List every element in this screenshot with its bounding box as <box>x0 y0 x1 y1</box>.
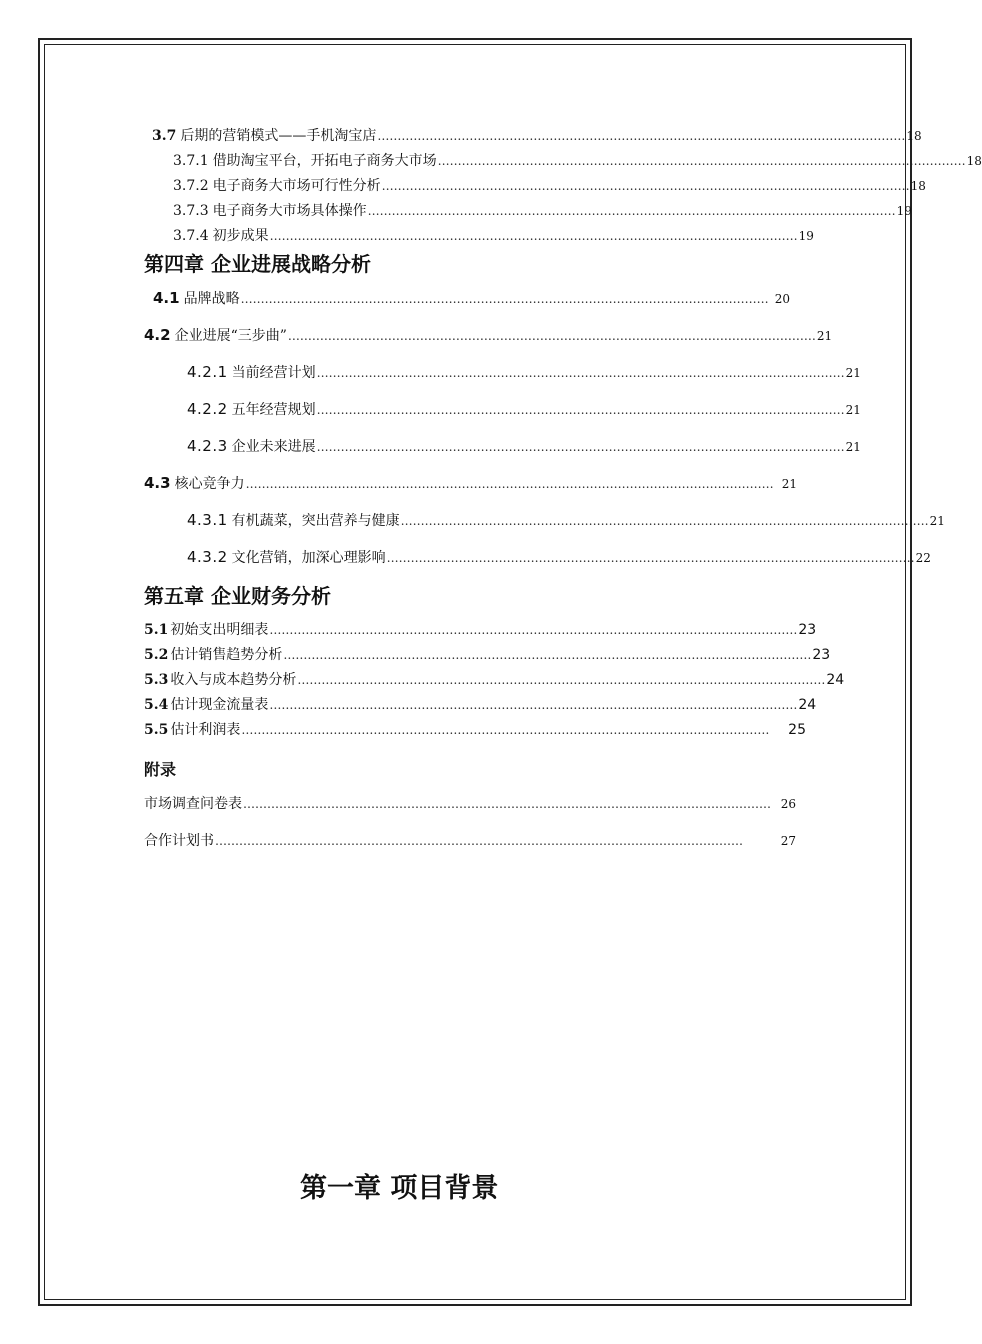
toc-label: 估计现金流量表 <box>170 697 269 713</box>
toc-leader: …………………………………………………………………………………………………………………… <box>269 698 798 712</box>
toc-leader: …………………………………………………………………………………………………………………… <box>400 514 929 528</box>
toc-number: 3.7 <box>152 128 177 144</box>
toc-leader: …………………………………………………………………………………………………………………… <box>316 440 845 454</box>
toc-entry-3-7-4[interactable] <box>173 227 814 245</box>
toc-page-number: 21 <box>845 366 861 380</box>
toc-leader: …………………………………………………………………………………………………………………… <box>316 366 845 380</box>
toc-label: 企业进展“三步曲” <box>174 328 287 344</box>
toc-number: 5.1 <box>144 622 169 638</box>
toc-page-number: 27 <box>780 834 796 848</box>
toc-entry-3-7-3[interactable] <box>173 202 912 220</box>
toc-label: 电子商务大市场具体操作 <box>212 203 367 219</box>
toc-label: 合作计划书 <box>144 833 214 849</box>
toc-appendix-heading[interactable]: 附录 <box>144 760 177 779</box>
toc-entry-4-2-3[interactable] <box>187 437 861 456</box>
toc-number: 5.2 <box>144 647 169 663</box>
toc-entry-3-7[interactable] <box>152 127 922 145</box>
toc-entry-5-1[interactable] <box>144 621 817 639</box>
toc-label: 核心竞争力 <box>174 476 245 492</box>
toc-entry-4-1[interactable] <box>153 289 790 308</box>
toc-leader: …………………………………………………………………………………………………………………… <box>437 154 966 168</box>
toc-page-number: 23 <box>798 622 817 638</box>
toc-entry-5-4[interactable] <box>144 696 817 714</box>
toc-number: 4.3 <box>144 474 171 492</box>
toc-page-number: 24 <box>798 697 817 713</box>
toc-number: 4.2 <box>144 326 171 344</box>
toc-page-number: 19 <box>896 204 912 218</box>
toc-leader: …………………………………………………………………………………………………………………… <box>283 648 812 662</box>
toc-page-number: 24 <box>826 672 845 688</box>
toc-number: 4.3.1 <box>187 511 228 529</box>
toc-label: 当前经营计划 <box>231 365 316 381</box>
toc-leader: …………………………………………………………………………………………………………………… <box>215 834 743 848</box>
toc-page-number: 21 <box>845 440 861 454</box>
toc-number: 5.3 <box>144 672 169 688</box>
toc-number: 3.7.2 <box>173 178 209 194</box>
toc-label: 估计利润表 <box>170 722 241 738</box>
toc-entry-4-3[interactable] <box>144 474 797 493</box>
toc-leader: …………………………………………………………………………………………………………………… <box>241 723 770 737</box>
chapter-1-title: 第一章 项目背景 <box>300 1173 499 1204</box>
toc-leader: …………………………………………………………………………………………………………………… <box>269 229 798 243</box>
toc-entry-4-2-2[interactable] <box>187 400 861 419</box>
toc-label: 初步成果 <box>212 228 269 244</box>
toc-leader: …………………………………………………………………………………………………………………… <box>381 179 910 193</box>
toc-entry-5-2[interactable] <box>144 646 831 664</box>
toc-leader: …………………………………………………………………………………………………………………… <box>269 623 798 637</box>
toc-number: 4.2.3 <box>187 437 228 455</box>
toc-label: 收入与成本趋势分析 <box>170 672 297 688</box>
toc-number: 5.5 <box>144 722 169 738</box>
toc-label: 电子商务大市场可行性分析 <box>212 178 381 194</box>
toc-number: 3.7.4 <box>173 228 209 244</box>
toc-entry-4-2[interactable] <box>144 326 833 345</box>
toc-page-number: 19 <box>798 229 814 243</box>
toc-leader: …………………………………………………………………………………………………………………… <box>297 673 826 687</box>
toc-page-number: 20 <box>774 292 790 306</box>
toc-page-number: 18 <box>910 179 926 193</box>
toc-page-number: 21 <box>929 514 945 528</box>
toc-label: 品牌战略 <box>183 291 240 307</box>
toc-page-number: 18 <box>906 129 922 143</box>
toc-leader: …………………………………………………………………………………………………………………… <box>386 551 915 565</box>
toc-page-number: 21 <box>781 477 797 491</box>
toc-label: 估计销售趋势分析 <box>170 647 283 663</box>
toc-entry-4-3-2[interactable] <box>187 548 931 567</box>
toc-label: 有机蔬菜，突出营养与健康 <box>231 513 400 529</box>
toc-entry-appendix-1[interactable] <box>144 795 796 813</box>
toc-page-number: 18 <box>966 154 982 168</box>
toc-number: 4.3.2 <box>187 548 228 566</box>
toc-label: 文化营销，加深心理影响 <box>231 550 386 566</box>
toc-entry-5-3[interactable] <box>144 671 845 689</box>
toc-page-number: 22 <box>915 551 931 565</box>
toc-leader: …………………………………………………………………………………………………………………… <box>245 477 774 491</box>
toc-number: 4.2.2 <box>187 400 228 418</box>
toc-leader: …………………………………………………………………………………………………………………… <box>243 797 771 811</box>
toc-entry-4-3-1[interactable] <box>187 511 945 530</box>
toc-chapter-5-heading[interactable]: 第五章 企业财务分析 <box>144 584 331 608</box>
toc-number: 5.4 <box>144 697 169 713</box>
toc-label: 企业未来进展 <box>231 439 316 455</box>
toc-entry-4-2-1[interactable] <box>187 363 861 382</box>
toc-label: 后期的营销模式——手机淘宝店 <box>180 128 377 144</box>
toc-number: 3.7.3 <box>173 203 209 219</box>
toc-page-number: 21 <box>816 329 833 343</box>
toc-page-number: 23 <box>812 647 831 663</box>
toc-entry-3-7-1[interactable] <box>173 152 982 170</box>
toc-label: 五年经营规划 <box>231 402 316 418</box>
toc-leader: …………………………………………………………………………………………………………………… <box>316 403 845 417</box>
toc-entry-3-7-2[interactable] <box>173 177 926 195</box>
toc-number: 4.1 <box>153 289 180 307</box>
toc-entry-appendix-2[interactable] <box>144 832 796 850</box>
toc-page-number: 21 <box>845 403 861 417</box>
toc-leader: …………………………………………………………………………………………………………………… <box>240 292 769 306</box>
toc-number: 3.7.1 <box>173 153 209 169</box>
toc-leader: …………………………………………………………………………………………………………………… <box>287 329 816 343</box>
toc-chapter-4-heading[interactable]: 第四章 企业进展战略分析 <box>144 252 371 276</box>
toc-label: 市场调查问卷表 <box>144 796 242 812</box>
toc-number: 4.2.1 <box>187 363 228 381</box>
toc-entry-5-5[interactable] <box>144 721 806 739</box>
toc-page-number: 25 <box>788 722 806 738</box>
toc-label: 初始支出明细表 <box>170 622 269 638</box>
toc-page-number: 26 <box>780 797 796 811</box>
toc-leader: …………………………………………………………………………………………………………………… <box>367 204 896 218</box>
toc-label: 借助淘宝平台，开拓电子商务大市场 <box>212 153 437 169</box>
toc-leader: …………………………………………………………………………………………………………………… <box>377 129 906 143</box>
